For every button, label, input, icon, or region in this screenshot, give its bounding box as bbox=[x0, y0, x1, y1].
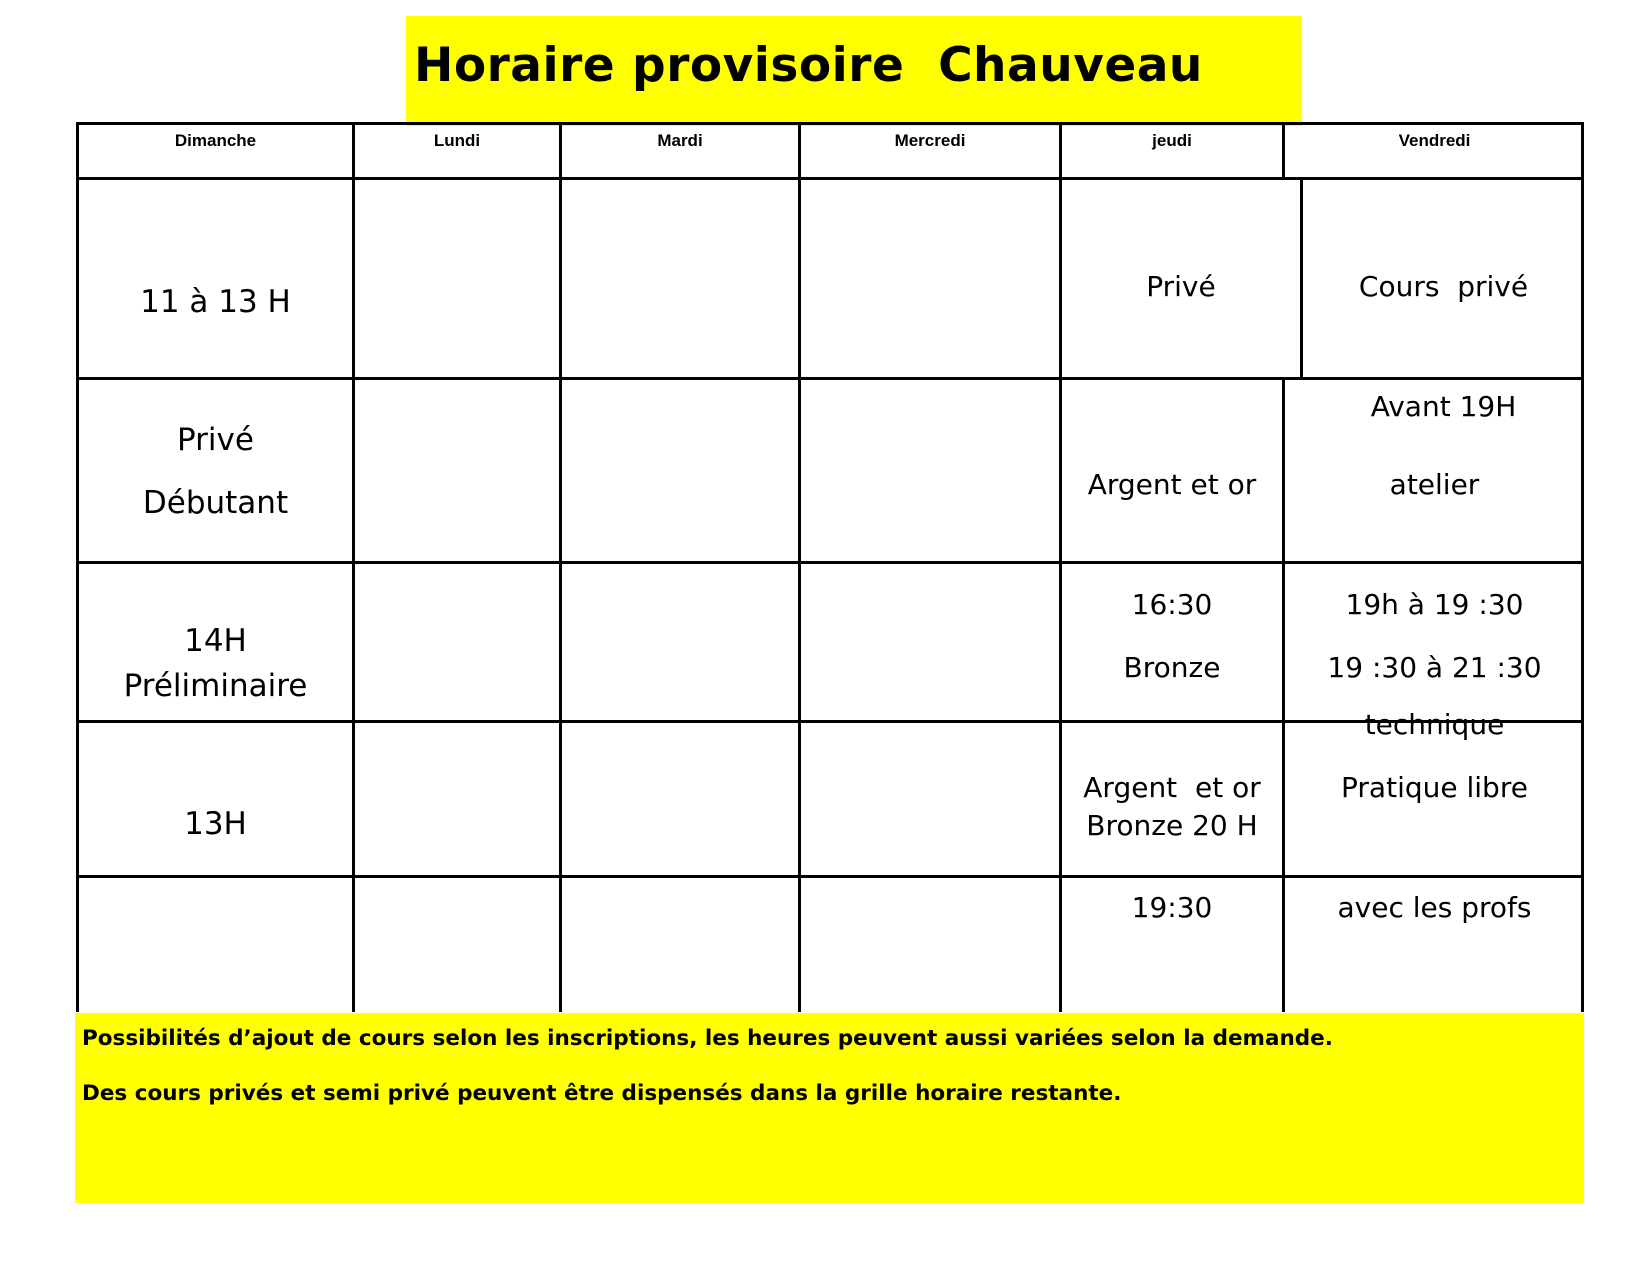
cell-line: 11 à 13 H bbox=[140, 284, 291, 320]
cell-line: 14H bbox=[184, 623, 247, 659]
cell-line: Pratique libre bbox=[1341, 771, 1528, 804]
page-title: Horaire provisoire Chauveau bbox=[414, 38, 1203, 93]
day-header-lundi: Lundi bbox=[433, 131, 481, 150]
cell-line: Bronze bbox=[1123, 651, 1221, 684]
day-header-mardi: Mardi bbox=[657, 131, 703, 150]
cell-line: Privé bbox=[1146, 270, 1216, 303]
cell-line: 16:30 bbox=[1131, 588, 1213, 621]
column-divider bbox=[559, 125, 562, 1012]
cell-line: 19 :30 à 21 :30 bbox=[1327, 651, 1542, 684]
cell-line: atelier bbox=[1389, 468, 1480, 501]
cell-line: Privé bbox=[177, 422, 254, 458]
footer-note-box bbox=[75, 1013, 1584, 1203]
cell-jeudi-row4 bbox=[1062, 726, 1282, 926]
cell-jeudi-row1 bbox=[1062, 187, 1300, 387]
cell-dimanche-row3 bbox=[79, 571, 352, 939]
cell-line: 19:30 bbox=[1131, 891, 1213, 924]
cell-line: Avant 19H bbox=[1370, 390, 1517, 423]
day-header-mercredi: Mercredi bbox=[894, 131, 966, 150]
cell-line: Argent et or bbox=[1083, 771, 1261, 804]
day-header-vendredi: Vendredi bbox=[1398, 131, 1471, 150]
cell-line: technique bbox=[1364, 708, 1505, 741]
row-divider bbox=[79, 177, 1581, 180]
cell-line: 19h à 19 :30 bbox=[1345, 588, 1524, 621]
cell-line: avec les profs bbox=[1337, 891, 1532, 924]
cell-line: 13H bbox=[184, 806, 247, 842]
cell-line: Préliminaire bbox=[123, 668, 308, 704]
day-header-dimanche: Dimanche bbox=[174, 131, 257, 150]
cell-line: Argent et or bbox=[1087, 468, 1257, 501]
cell-vendredi-row3 bbox=[1285, 568, 1584, 1008]
footer-note-line2: Des cours privés et semi privé peuvent être dispensés dans la grille horaire restante. bbox=[82, 1081, 1122, 1106]
column-divider bbox=[798, 125, 801, 1012]
schedule-table bbox=[76, 122, 1584, 1012]
column-divider bbox=[352, 125, 355, 1012]
cell-line: Débutant bbox=[142, 485, 289, 521]
cell-line: Cours privé bbox=[1358, 270, 1529, 303]
day-header-jeudi: jeudi bbox=[1152, 131, 1192, 150]
cell-line: Bronze 20 H bbox=[1086, 809, 1258, 842]
footer-note-line1: Possibilités d’ajout de cours selon les inscriptions, les heures peuvent aussi variées selon la demande. bbox=[82, 1026, 1333, 1051]
title-banner bbox=[406, 16, 1302, 126]
